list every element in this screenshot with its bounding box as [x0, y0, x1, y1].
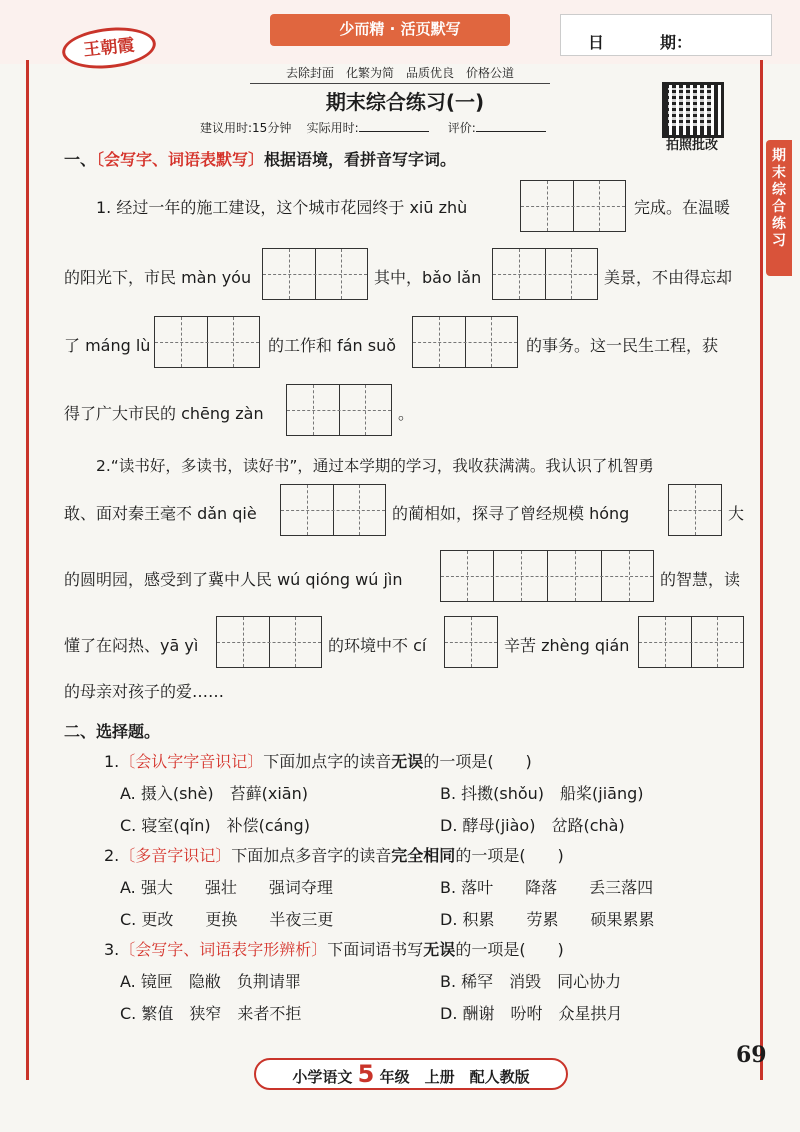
answer-box-baolan[interactable] [492, 248, 598, 300]
box-guide [629, 551, 630, 601]
q2-line2c: 大 [728, 504, 745, 523]
s2-q1-option-c[interactable]: C. 寝室(qǐn) 补偿(cáng) [120, 816, 310, 835]
q1-line3b: 的工作和 fán suǒ [268, 336, 397, 355]
box-guide [599, 181, 600, 231]
q1-line4b: 。 [398, 404, 415, 423]
box-guide [281, 510, 385, 511]
q2-line2b: 的蔺相如，探寻了曾经规模 hóng [392, 504, 630, 523]
answer-box-wuqiongwujin[interactable] [440, 550, 654, 602]
s2-q3-stem [104, 940, 564, 960]
s2-q2-text-b: 完全相同 [391, 846, 456, 865]
box-guide [695, 485, 696, 535]
q1-line3c: 的事务。这一民生工程，获 [526, 336, 719, 355]
q2-line4a: 懂了在闷热、yā yì [64, 636, 199, 655]
box-guide [491, 317, 492, 367]
box-guide [365, 385, 366, 435]
q1-line4a: 得了广大市民的 chēng zàn [64, 404, 264, 423]
section-1-number: 一、 [64, 150, 97, 169]
qr-pattern [668, 88, 712, 126]
side-tab: 期末综合练习 [766, 140, 792, 276]
box-guide [289, 249, 290, 299]
s2-q1-num: 1. [104, 752, 120, 771]
box-guide [471, 617, 472, 667]
s2-q1-tag: 〔会认字字音识记〕 [119, 752, 264, 771]
box-guide [467, 551, 468, 601]
box-guide [521, 206, 625, 207]
page-number: 69 [736, 1042, 767, 1068]
box-guide [519, 249, 520, 299]
qr-caption: 拍照批改 [665, 138, 718, 153]
box-guide [233, 317, 234, 367]
q1-line2a: 的阳光下，市民 màn yóu [64, 268, 252, 287]
s2-q2-stem [104, 846, 564, 866]
s2-q3-text-c: 的一项是( ) [455, 940, 564, 959]
q2-line2a: 敢、面对秦王毫不 dǎn qiè [64, 504, 257, 523]
answer-box-manyou[interactable] [262, 248, 368, 300]
evaluation-label: 评价: [447, 121, 476, 135]
answer-box-xiuzhu[interactable] [520, 180, 626, 232]
s2-q1-text-a: 下面加点字的读音 [263, 752, 392, 771]
timing-line [200, 119, 546, 136]
suggested-time: 建议用时:15分钟 [200, 121, 292, 135]
q2-line4b: 的环境中不 cí [328, 636, 427, 655]
box-guide [665, 617, 666, 667]
footer-badge [254, 1058, 568, 1090]
date-label: 日 [588, 33, 605, 52]
box-guide [341, 249, 342, 299]
box-guide [295, 617, 296, 667]
date-label-2: 期： [660, 33, 693, 52]
left-border [26, 60, 29, 1080]
answer-box-hong[interactable] [668, 484, 722, 536]
box-guide [217, 642, 321, 643]
s2-q2-option-c[interactable]: C. 更改 更换 半夜三更 [120, 910, 334, 929]
banner-text: 少而精 · 活页默写 [339, 20, 461, 38]
answer-box-chengzan[interactable] [286, 384, 392, 436]
s2-q3-text-a: 下面词语书写 [327, 940, 424, 959]
s2-q3-option-d[interactable]: D. 酬谢 吩咐 众星拱月 [440, 1004, 623, 1023]
s2-q2-text-a: 下面加点多音字的读音 [231, 846, 392, 865]
s2-q3-option-b[interactable]: B. 稀罕 消毁 同心协力 [440, 972, 622, 991]
s2-q3-option-c[interactable]: C. 繁值 狭窄 来者不拒 [120, 1004, 302, 1023]
s2-q2-tag: 〔多音字识记〕 [119, 846, 232, 865]
box-guide [307, 485, 308, 535]
s2-q1-stem [104, 752, 532, 772]
box-guide [639, 642, 743, 643]
box-guide [181, 317, 182, 367]
q1-line2b: 其中，bǎo lǎn [374, 268, 482, 287]
box-guide [413, 342, 517, 343]
actual-time-blank[interactable] [359, 121, 429, 132]
s2-q1-option-d[interactable]: D. 酵母(jiào) 岔路(chà) [440, 816, 625, 835]
footer-grade-number: 5 [357, 1060, 375, 1088]
q2-line1: 2.“读书好，多读书，读好书”，通过本学期的学习，我收获满满。我认识了机智勇 [96, 457, 654, 475]
box-guide [439, 317, 440, 367]
publisher-logo: 王朝霞 [60, 23, 158, 73]
q2-line3b: 的智慧，读 [660, 570, 741, 589]
box-guide [313, 385, 314, 435]
s2-q2-text-c: 的一项是( ) [455, 846, 564, 865]
q1-line3a: 了 máng lù [64, 336, 151, 355]
q1-line1a: 1. 经过一年的施工建设，这个城市花园终于 xiū zhù [96, 198, 468, 217]
q1-line1b: 完成。在温暖 [634, 198, 731, 217]
section-1-text: 根据语境，看拼音写字词。 [264, 150, 457, 169]
section-2-heading: 二、选择题。 [64, 722, 161, 741]
box-guide [243, 617, 244, 667]
q1-line2c: 美景，不由得忘却 [604, 268, 733, 287]
answer-box-ci[interactable] [444, 616, 498, 668]
box-guide [571, 249, 572, 299]
q2-line5: 的母亲对孩子的爱…… [64, 682, 225, 701]
box-guide [493, 274, 597, 275]
box-guide [547, 181, 548, 231]
section-1-heading [64, 150, 456, 170]
actual-time-label: 实际用时: [306, 121, 359, 135]
s2-q2-option-d[interactable]: D. 积累 劳累 硕果累累 [440, 910, 655, 929]
answer-box-danqie[interactable] [280, 484, 386, 536]
answer-box-yayi[interactable] [216, 616, 322, 668]
footer-grade: 年级 上册 配人教版 [379, 1068, 530, 1086]
s2-q2-num: 2. [104, 846, 120, 865]
answer-box-zhengqian[interactable] [638, 616, 744, 668]
footer-subject: 小学语文 [292, 1068, 353, 1086]
s2-q2-option-a[interactable]: A. 强大 强壮 强词夺理 [120, 878, 333, 897]
q2-line3a: 的圆明园，感受到了冀中人民 wú qióng wú jìn [64, 570, 403, 589]
s2-q1-text-c: 的一项是( ) [423, 752, 532, 771]
box-guide [441, 576, 653, 577]
box-guide [287, 410, 391, 411]
s2-q3-text-b: 无误 [423, 940, 456, 959]
answer-box-fansuo[interactable] [412, 316, 518, 368]
s2-q3-num: 3. [104, 940, 120, 959]
box-guide [155, 342, 259, 343]
section-1-tag: 〔会写字、词语表默写〕 [96, 150, 265, 169]
answer-box-manglu[interactable] [154, 316, 260, 368]
s2-q1-option-a[interactable]: A. 摄入(shè) 苔藓(xiān) [120, 784, 308, 803]
box-guide [359, 485, 360, 535]
s2-q1-text-b: 无误 [391, 752, 424, 771]
slogans: 去除封面 化繁为简 品质优良 价格公道 [250, 64, 550, 84]
s2-q2-option-b[interactable]: B. 落叶 降落 丢三落四 [440, 878, 654, 897]
s2-q1-option-b[interactable]: B. 抖擞(shǒu) 船桨(jiāng) [440, 784, 644, 803]
box-guide [263, 274, 367, 275]
box-guide [521, 551, 522, 601]
evaluation-blank[interactable] [476, 121, 546, 132]
box-guide [717, 617, 718, 667]
s2-q3-option-a[interactable]: A. 镜匣 隐敝 负荆请罪 [120, 972, 301, 991]
page-title: 期末综合练习(一) [325, 90, 485, 114]
q2-line4c: 辛苦 zhèng qián [504, 636, 630, 655]
box-guide [575, 551, 576, 601]
s2-q3-tag: 〔会写字、词语表字形辨析〕 [119, 940, 328, 959]
right-border [760, 60, 763, 1080]
